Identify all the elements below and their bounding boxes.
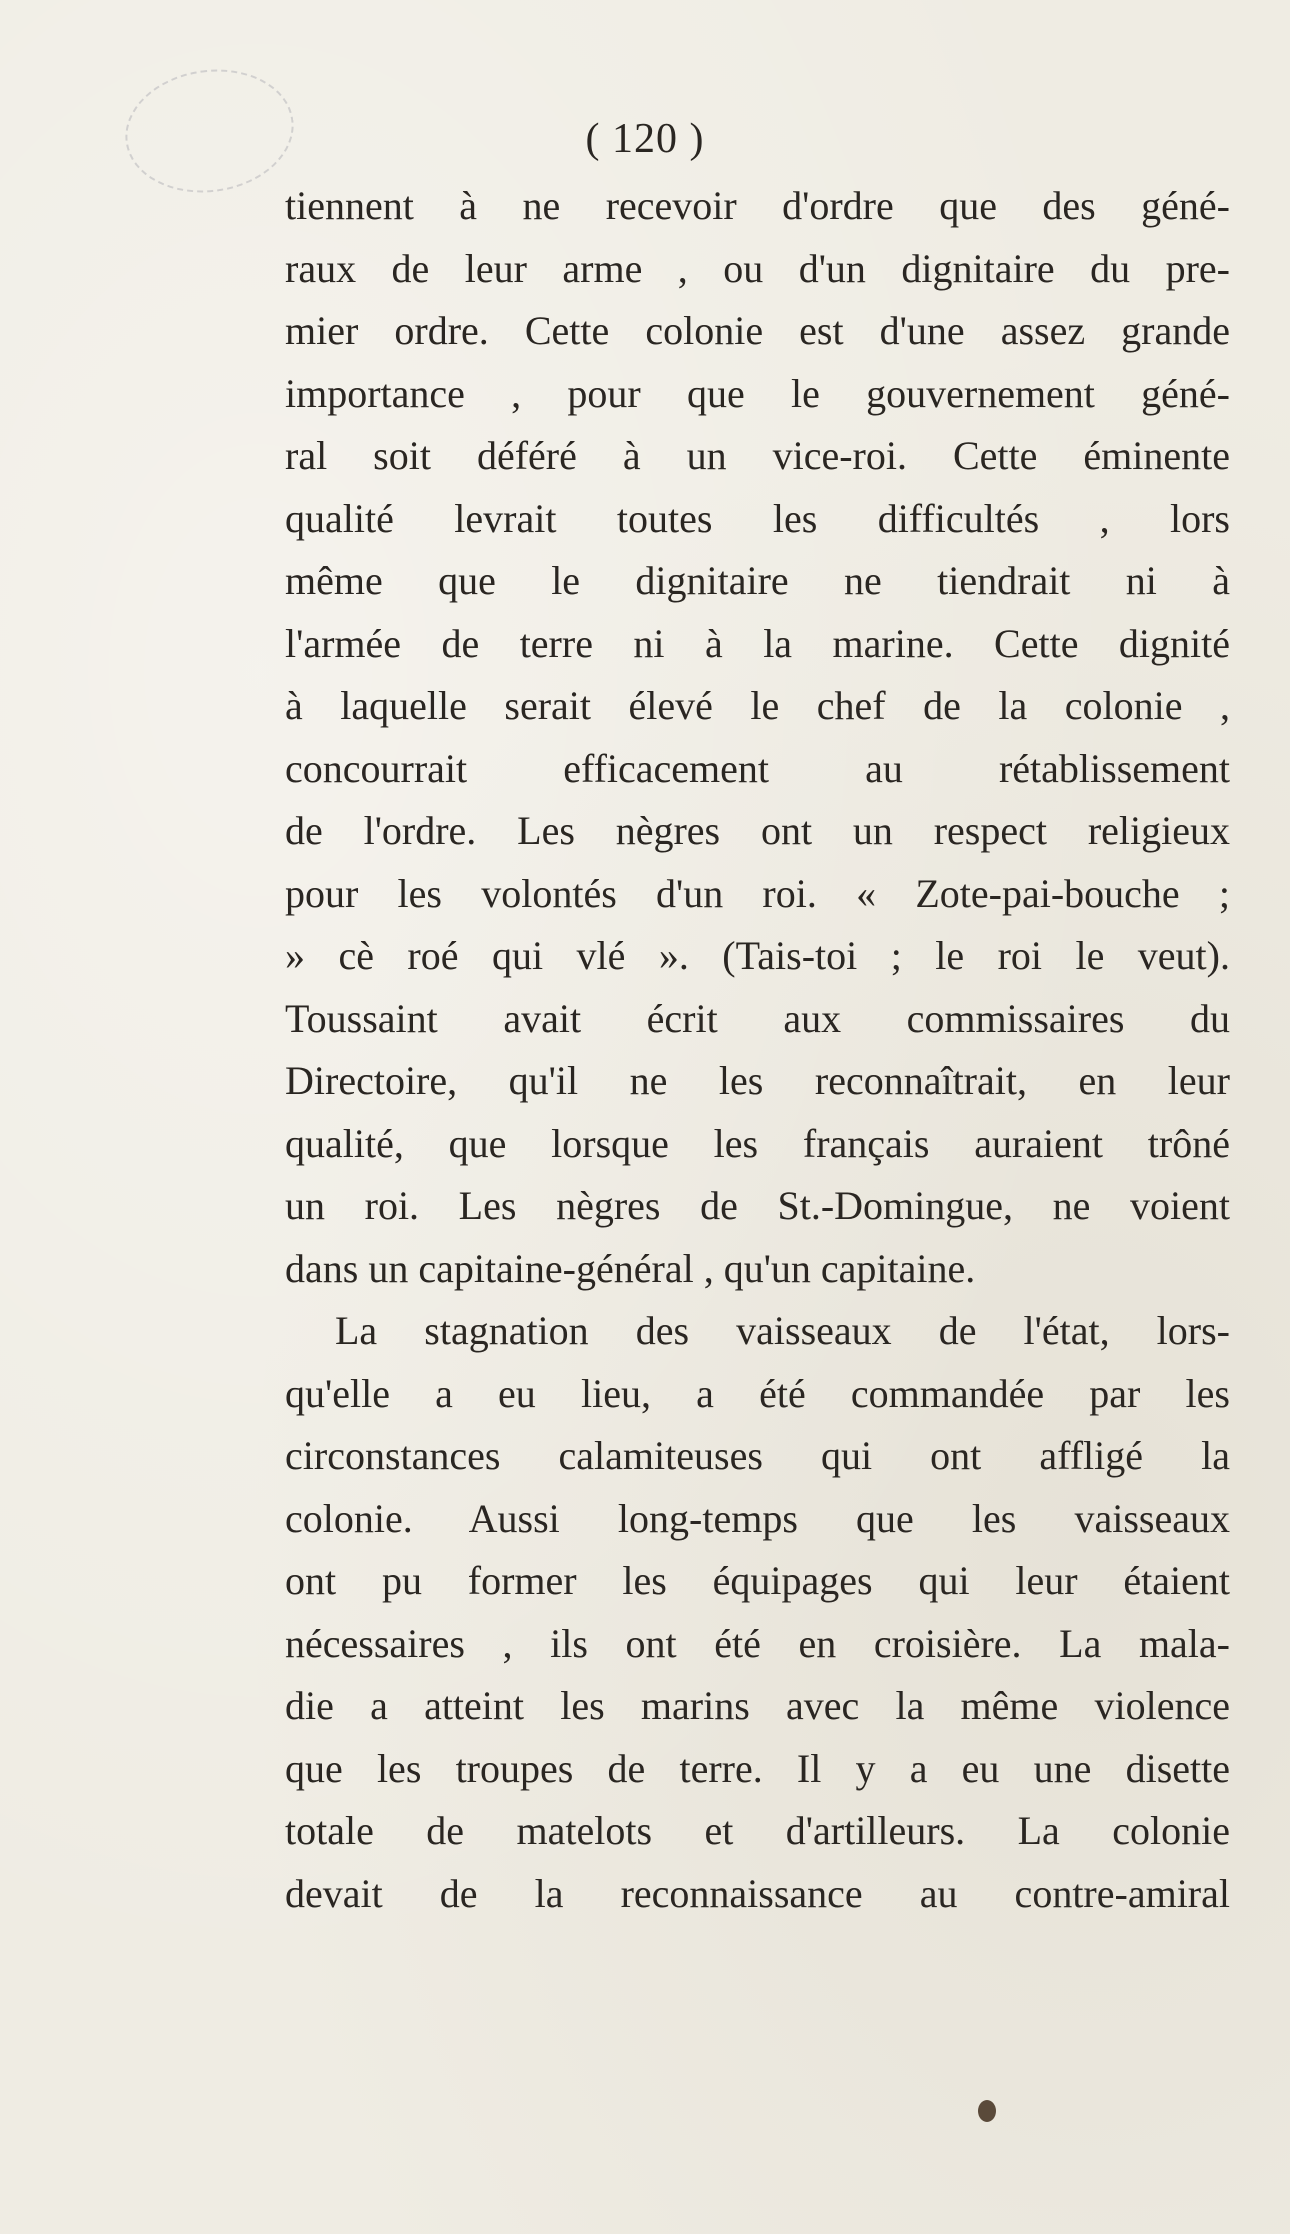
text-line: La stagnation des vaisseaux de l'état, lors- <box>335 1308 1230 1353</box>
text-line: dans un capitaine-général , qu'un capitaine. <box>285 1245 976 1291</box>
body-text <box>285 175 1230 1925</box>
text-line: Directoire, qu'il ne les reconnaîtrait, en leur <box>285 1058 1230 1103</box>
text-line: un roi. Les nègres de St.-Domingue, ne voient <box>285 1183 1230 1228</box>
text-line: qualité, que lorsque les français auraient trôné <box>285 1120 1230 1166</box>
text-line: ont pu former les équipages qui leur étaient <box>285 1558 1230 1603</box>
ink-spot <box>978 2100 996 2122</box>
text-line: qualité levrait toutes les difficultés , lors <box>285 495 1230 541</box>
text-line: pour les volontés d'un roi. « Zote-pai-bouche ; <box>285 870 1230 916</box>
text-line: colonie. Aussi long-temps que les vaisseaux <box>285 1495 1230 1541</box>
text-line: nécessaires , ils ont été en croisière. La mala- <box>285 1620 1230 1666</box>
text-line: circonstances calamiteuses qui ont affligé la <box>285 1433 1230 1478</box>
text-line: de l'ordre. Les nègres ont un respect religieux <box>285 808 1230 853</box>
text-line: mier ordre. Cette colonie est d'une assez grande <box>285 308 1230 353</box>
text-line: à laquelle serait élevé le chef de la colonie , <box>285 683 1230 728</box>
text-line: Toussaint avait écrit aux commissaires du <box>285 995 1230 1041</box>
text-line: l'armée de terre ni à la marine. Cette dignité <box>285 620 1230 666</box>
text-line: même que le dignitaire ne tiendrait ni à <box>285 558 1230 603</box>
text-line: concourrait efficacement au rétablissement <box>285 745 1230 791</box>
text-line: devait de la reconnaissance au contre-amiral <box>285 1870 1230 1916</box>
text-line: qu'elle a eu lieu, a été commandée par les <box>285 1370 1230 1416</box>
page-number: ( 120 ) <box>585 116 705 162</box>
text-line: tiennent à ne recevoir d'ordre que des géné- <box>285 183 1230 228</box>
text-line: totale de matelots et d'artilleurs. La colonie <box>285 1808 1230 1853</box>
text-line: die a atteint les marins avec la même violence <box>285 1683 1230 1728</box>
text-line: importance , pour que le gouvernement géné- <box>285 370 1230 416</box>
text-line: raux de leur arme , ou d'un dignitaire du pre- <box>285 245 1230 291</box>
text-line: que les troupes de terre. Il y a eu une disette <box>285 1745 1230 1791</box>
text-line: ral soit déféré à un vice-roi. Cette éminente <box>285 433 1230 478</box>
text-line: » cè roé qui vlé ». (Tais-toi ; le roi le veut). <box>285 933 1230 978</box>
